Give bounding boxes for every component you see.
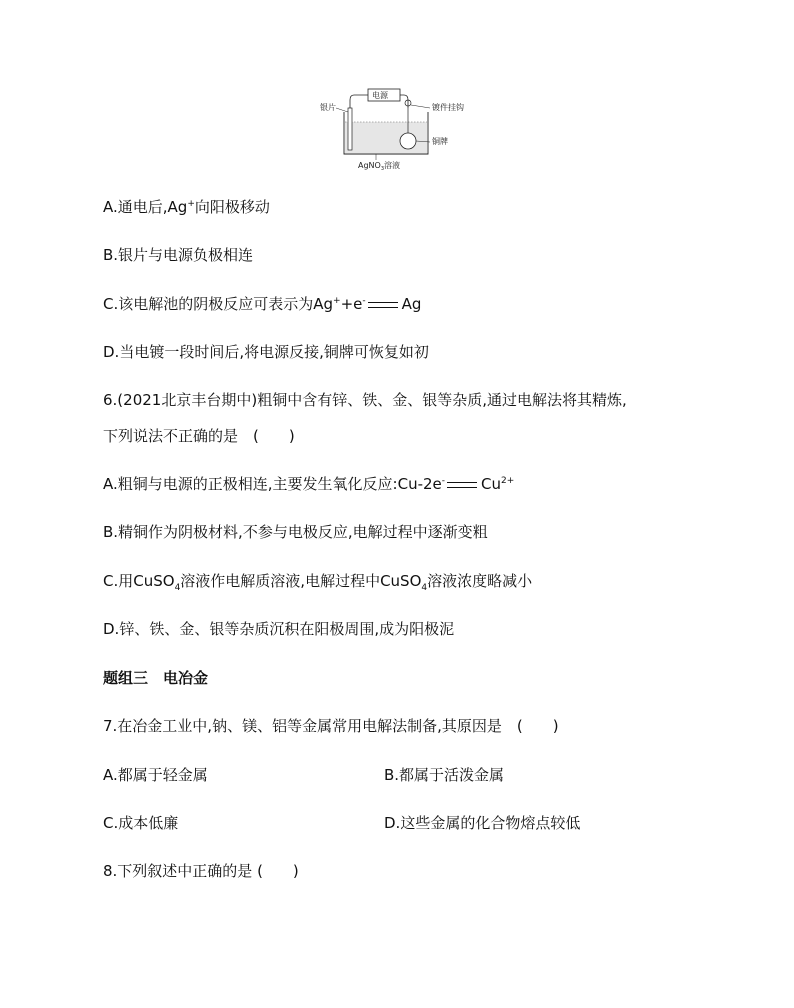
section-heading: 题组三 电冶金 (103, 669, 209, 687)
left-wire (350, 95, 368, 108)
q6-option-d: D.锌、铁、金、银等杂质沉积在阳极周围,成为阳极泥 (103, 620, 455, 638)
copper-plate (400, 133, 416, 149)
hook-leader (411, 105, 430, 108)
q6-option-a: A.粗铜与电源的正极相连,主要发生氧化反应:Cu-2e- $Cu^{2+}$ (103, 475, 515, 493)
q8-stem: 8.下列叙述中正确的是 ( ) (103, 862, 299, 880)
q6-stem-line1: 6.(2021北京丰台期中)粗铜中含有锌、铁、金、银等杂质,通过电解法将其精炼, (103, 391, 627, 409)
equals-sign (447, 482, 477, 488)
q7-option-c: C.成本低廉 (103, 814, 179, 832)
q5-option-d: D.当电镀一段时间后,将电源反接,铜牌可恢复如初 (103, 343, 429, 361)
q6-option-b: B.精铜作为阴极材料,不参与电极反应,电解过程中逐渐变粗 (103, 523, 488, 541)
q7-option-d: D.这些金属的化合物熔点较低 (384, 814, 581, 832)
equals-sign (368, 302, 398, 308)
q5-option-a: A.通电后,Ag+向阳极移动 (103, 198, 270, 216)
plate-label: 铜牌 (432, 137, 448, 146)
electroplating-diagram (318, 86, 478, 176)
q7-option-b: B.都属于活泼金属 (384, 766, 505, 784)
q5-option-c: C.该电解池的阴极反应可表示为Ag++e- Ag (103, 295, 422, 313)
q7-option-a: A.都属于轻金属 (103, 766, 208, 784)
silver-label: 银片 (320, 103, 336, 112)
q7-stem: 7.在冶金工业中,钠、镁、铝等金属常用电解法制备,其原因是 ( ) (103, 717, 559, 735)
power-label: 电源 (372, 91, 388, 100)
silver-electrode (348, 108, 352, 150)
silver-leader (336, 108, 348, 112)
q5-option-b: B.银片与电源负极相连 (103, 246, 254, 264)
hook-label: 镀件挂钩 (432, 103, 464, 112)
q6-option-c: C.用CuSO$_4$溶液作电解质溶液,电解过程中CuSO$_4$溶液浓度略减小 (103, 572, 533, 593)
solution-label: AgNO$_3$溶液 (358, 161, 401, 172)
q6-stem-line2: 下列说法不正确的是 ( ) (103, 427, 295, 445)
